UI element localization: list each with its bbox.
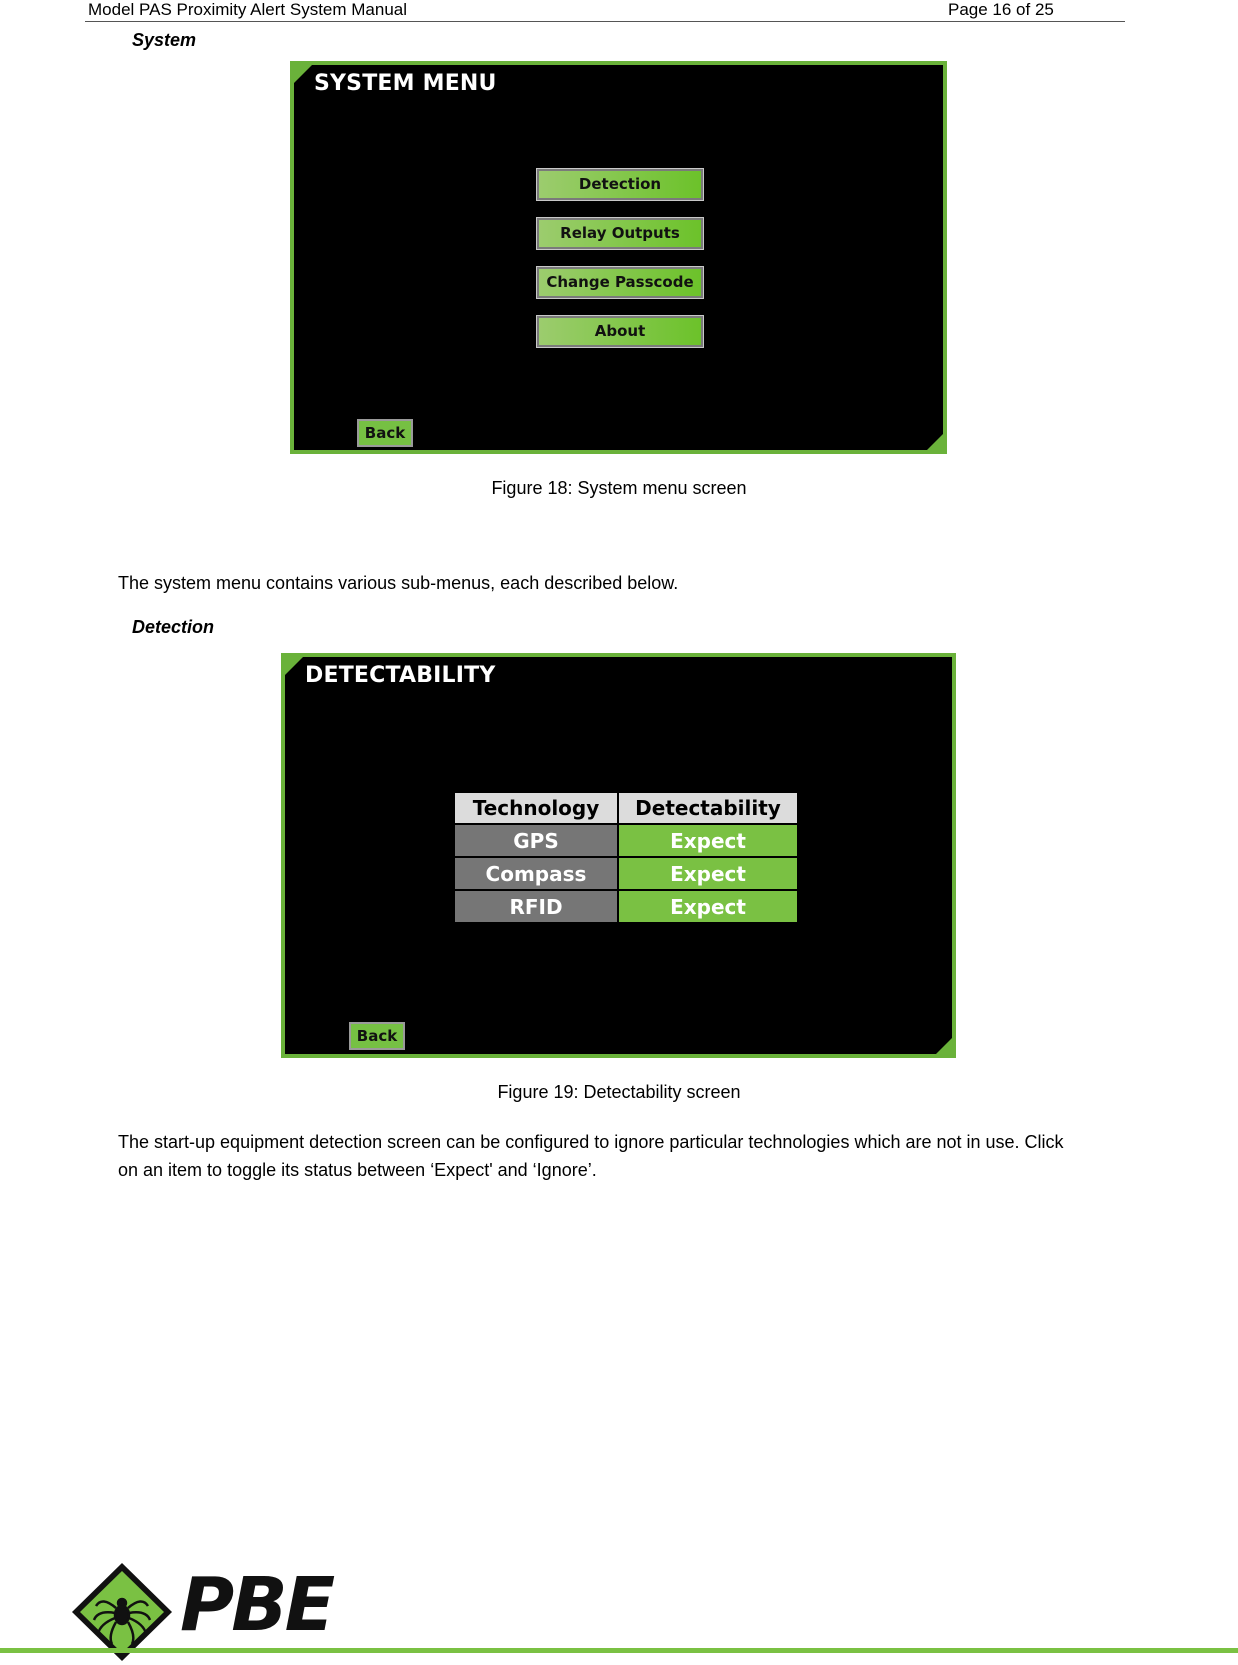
- table-row: [455, 858, 797, 889]
- detection-button[interactable]: Detection: [537, 169, 703, 200]
- technology-cell: GPS: [455, 825, 617, 856]
- figure-18-caption: Figure 18: System menu screen: [491, 478, 747, 498]
- description-line: The start-up equipment detection screen can be configured to ignore particular technologies which are not in use. Click: [118, 1132, 1064, 1152]
- status-toggle[interactable]: Expect: [619, 891, 797, 922]
- document-title: Model PAS Proximity Alert System Manual: [88, 0, 408, 19]
- figure-19-caption: Figure 19: Detectability screen: [497, 1082, 741, 1102]
- description-line: on an item to toggle its status between ‘Expect' and ‘Ignore’.: [118, 1160, 597, 1180]
- relay-outputs-button[interactable]: Relay Outputs: [537, 218, 703, 249]
- corner-accent: [294, 65, 312, 83]
- detectability-description: [118, 1128, 1064, 1184]
- status-toggle[interactable]: Expect: [619, 825, 797, 856]
- footer-accent-bar: [0, 1648, 1238, 1653]
- table-row: [455, 891, 797, 922]
- detectability-table: [453, 791, 799, 924]
- column-header-technology: Technology: [455, 793, 617, 823]
- system-menu-title: SYSTEM MENU: [314, 71, 497, 96]
- back-button[interactable]: Back: [357, 419, 413, 447]
- header-divider: [85, 21, 1125, 22]
- table-row: [455, 825, 797, 856]
- technology-cell: Compass: [455, 858, 617, 889]
- page-number: Page 16 of 25: [948, 0, 1054, 19]
- corner-accent: [285, 657, 303, 675]
- back-button[interactable]: Back: [349, 1022, 405, 1050]
- table-header-row: [455, 793, 797, 823]
- column-header-detectability: Detectability: [619, 793, 797, 823]
- status-toggle[interactable]: Expect: [619, 858, 797, 889]
- system-heading: System: [132, 30, 197, 50]
- pbe-logo-text: PBE: [180, 1562, 333, 1648]
- change-passcode-button[interactable]: Change Passcode: [537, 267, 703, 298]
- corner-accent: [927, 434, 943, 450]
- detectability-screen: [281, 653, 956, 1058]
- system-menu-description: The system menu contains various sub-menus, each described below.: [118, 573, 679, 593]
- detection-heading: Detection: [132, 617, 215, 637]
- corner-accent: [936, 1038, 952, 1054]
- system-menu-screen: [290, 61, 947, 454]
- technology-cell: RFID: [455, 891, 617, 922]
- about-button[interactable]: About: [537, 316, 703, 347]
- detectability-title: DETECTABILITY: [305, 663, 496, 688]
